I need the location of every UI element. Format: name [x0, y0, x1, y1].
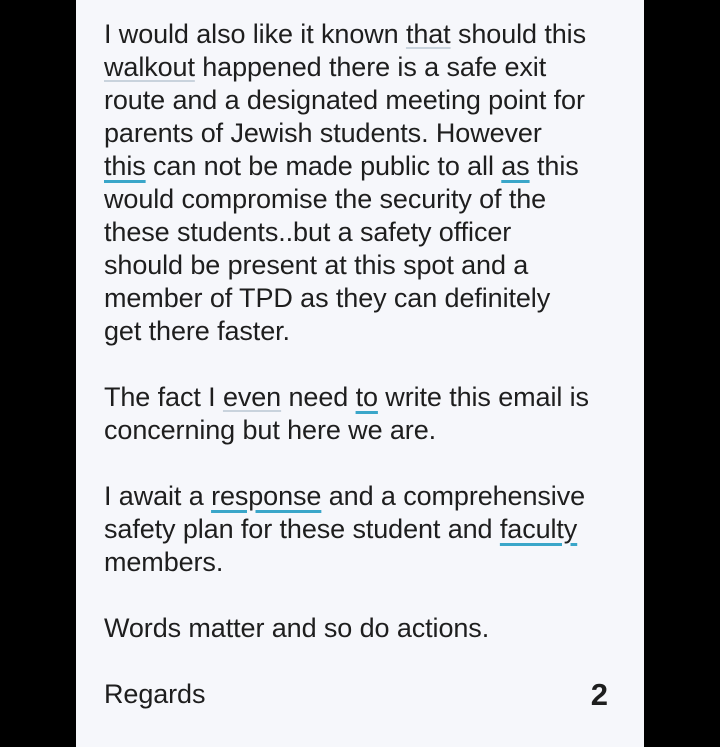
- underlined-word: even: [222, 382, 282, 412]
- underlined-word: to: [355, 382, 378, 412]
- text-segment: Regards: [104, 679, 206, 709]
- text-segment: would compromise the security of the: [104, 184, 547, 214]
- text-line: [104, 381, 634, 414]
- text-line: [104, 51, 634, 84]
- text-line: [104, 480, 634, 513]
- page-number: 2: [590, 677, 608, 712]
- text-line: [104, 84, 634, 117]
- text-segment: this: [529, 151, 579, 181]
- email-paragraph: [104, 18, 634, 348]
- text-segment: concerning but here we are.: [104, 415, 437, 445]
- text-line: [104, 546, 634, 579]
- text-line: [104, 216, 634, 249]
- text-line: [104, 183, 634, 216]
- email-body: [104, 18, 634, 744]
- text-segment: and a comprehensive: [321, 481, 586, 511]
- underlined-word: walkout: [104, 52, 195, 82]
- text-segment: write this email is: [377, 382, 589, 412]
- text-line: [104, 249, 634, 282]
- text-line: [104, 117, 634, 150]
- underlined-word: as: [501, 151, 530, 181]
- text-segment: need: [281, 382, 356, 412]
- text-segment: members.: [104, 547, 224, 577]
- underlined-word: that: [405, 19, 451, 49]
- text-line: [104, 150, 634, 183]
- text-segment: should be present at this spot and a: [104, 250, 529, 280]
- text-line: [104, 414, 634, 447]
- email-paragraph: [104, 678, 634, 711]
- text-segment: member of TPD as they can definitely: [104, 283, 551, 313]
- text-line: [104, 513, 634, 546]
- underlined-word: response: [211, 481, 322, 511]
- text-segment: I would also like it known: [104, 19, 406, 49]
- text-line: [104, 315, 634, 348]
- text-segment: parents of Jewish students. However: [104, 118, 542, 148]
- text-line: [104, 18, 634, 51]
- underlined-word: faculty: [499, 514, 578, 544]
- email-paragraph: [104, 612, 634, 645]
- email-page: [76, 0, 644, 747]
- text-line: [104, 678, 634, 711]
- text-segment: The fact I: [104, 382, 223, 412]
- text-segment: can not be made public to all: [145, 151, 502, 181]
- text-segment: route and a designated meeting point for: [104, 85, 585, 115]
- text-line: [104, 282, 634, 315]
- underlined-word: this: [104, 151, 146, 181]
- email-paragraph: [104, 381, 634, 447]
- text-segment: should this: [450, 19, 586, 49]
- text-line: [104, 612, 634, 645]
- email-paragraph: [104, 480, 634, 579]
- text-segment: Words matter and so do actions.: [104, 613, 490, 643]
- text-segment: happened there is a safe exit: [194, 52, 547, 82]
- text-segment: I await a: [104, 481, 212, 511]
- text-segment: get there faster.: [104, 316, 290, 346]
- text-segment: safety plan for these student and: [104, 514, 500, 544]
- text-segment: these students..but a safety officer: [104, 217, 512, 247]
